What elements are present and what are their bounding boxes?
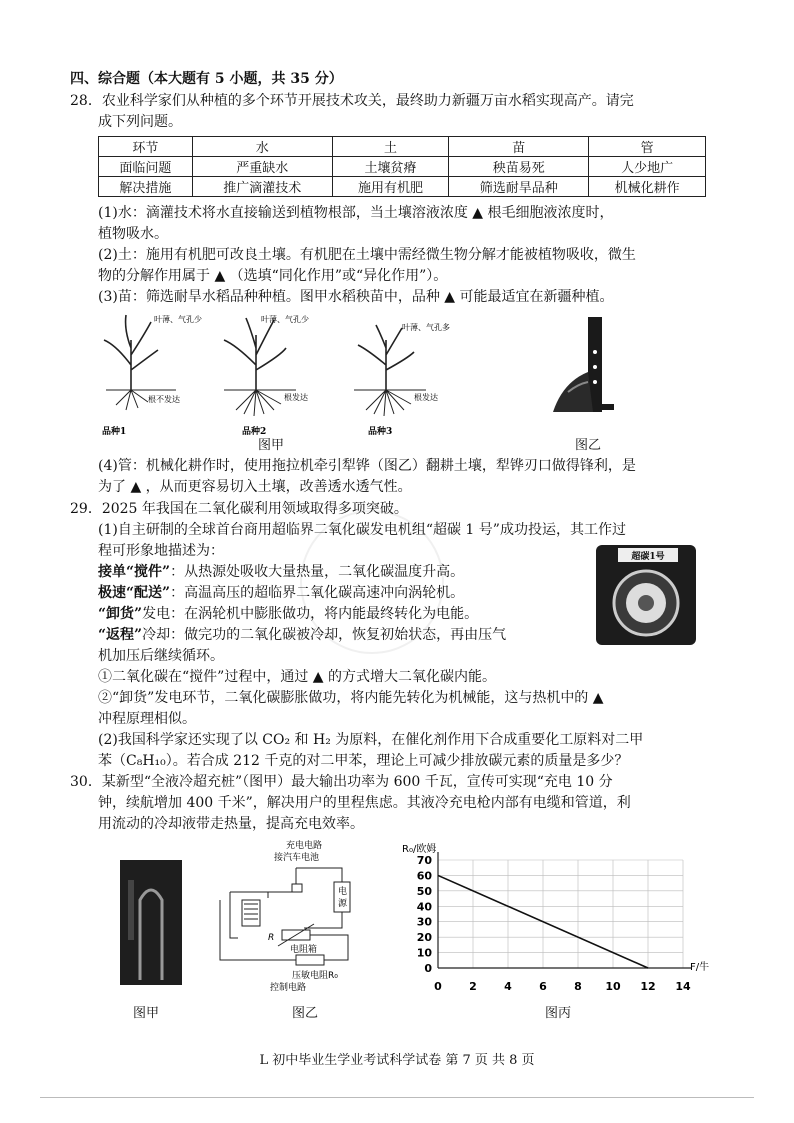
table-cell: 面临问题 xyxy=(99,157,193,177)
fig-jia-caption: 图甲 xyxy=(133,1006,160,1021)
q28-stem-line1: 28．农业科学家们从种植的多个环节开展技术攻关，最终助力新疆万亩水稻实现高产。请完 xyxy=(70,93,634,109)
machine-label: 超碳1号 xyxy=(631,552,665,562)
fig-bing-caption: 图丙 xyxy=(545,1006,572,1021)
y-tick-label: 20 xyxy=(416,931,432,945)
table-cell: 筛选耐旱品种 xyxy=(449,177,589,197)
table-cell: 土 xyxy=(332,137,449,157)
charger-photo xyxy=(120,860,182,985)
step1-title: 接单“搅件” xyxy=(98,564,171,580)
r0-force-chart xyxy=(398,840,718,1000)
plant-3-leaf-label: 叶薄、气孔多 xyxy=(402,323,450,332)
q30-line2: 钟，续航增加 400 千米”，解决用户的里程焦虑。其液冷充电枪内部有电缆和管道，利 xyxy=(98,795,631,811)
section-heading: 四、综合题（本大题有 5 小题，共 35 分） xyxy=(70,71,343,87)
x-tick-label: 6 xyxy=(539,980,547,993)
chart-grid xyxy=(438,860,683,968)
q28-p2-line1: (2)土：施用有机肥可改良土壤。有机肥在土壤中需经微生物分解才能被植物吸收，微生 xyxy=(98,247,636,263)
page-footer: L 初中毕业生学业考试科学试卷 第 7 页 共 8 页 xyxy=(259,1053,535,1068)
table-cell: 推广滴灌技术 xyxy=(192,177,332,197)
table-cell: 管 xyxy=(589,137,706,157)
q29-p2-line1: (2)我国科学家还实现了以 CO₂ 和 H₂ 为原料，在催化剂作用下合成重要化工原料对二甲 xyxy=(98,732,644,748)
q29-p2-line2: 苯（C₈H₁₀）。若合成 212 千克的对二甲苯，理论上可减少排放碳元素的质量是多少？ xyxy=(98,753,629,769)
y-tick-label: 0 xyxy=(424,962,432,975)
plough-figure xyxy=(548,312,618,422)
plant-2-name: 品种2 xyxy=(242,427,267,437)
source-label-1: 电 xyxy=(338,887,348,897)
plant-1-leaf-label: 叶薄、气孔少 xyxy=(154,315,202,324)
table-cell: 人少地广 xyxy=(589,157,706,177)
fig-yi-caption: 图乙 xyxy=(292,1006,319,1021)
q29-p1-line2: 程可形象地描述为： xyxy=(98,543,224,559)
y-tick-label: 10 xyxy=(416,946,432,960)
q29-c2-line2: 冲程原理相似。 xyxy=(98,711,196,727)
q29-p1-line1: (1)自主研制的全球首台商用超临界二氧化碳发电机组“超碳 1 号”成功投运，其工作过 xyxy=(98,522,626,538)
q28-p1-line2: 植物吸水。 xyxy=(98,226,168,242)
q29-c1: ①二氧化碳在“搅件”过程中，通过 ▲ 的方式增大二氧化碳内能。 xyxy=(98,669,496,685)
x-tick-label: 2 xyxy=(469,980,477,993)
q29-step4-line2: 机加压后继续循环。 xyxy=(98,648,224,664)
y-tick-label: 50 xyxy=(416,884,432,898)
machine-photo xyxy=(596,545,696,645)
y-tick-label: 60 xyxy=(416,869,432,883)
q29-c2: ②“卸货”发电环节，二氧化碳膨胀做功，将内能先转化为机械能，这与热机中的 ▲ xyxy=(98,690,604,706)
y-tick-label: 70 xyxy=(416,854,432,867)
table-cell: 秧苗易死 xyxy=(449,157,589,177)
x-tick-label: 8 xyxy=(574,980,582,993)
y-tick-label: 30 xyxy=(416,915,432,929)
pressure-resistor xyxy=(296,955,324,965)
q29-stem: 29．2025 年我国在二氧化碳利用领域取得多项突破。 xyxy=(70,501,408,517)
x-tick-label: 12 xyxy=(640,980,656,993)
table-cell: 施用有机肥 xyxy=(332,177,449,197)
q28-p4-line2: 为了 ▲ ，从而更容易切入土壤，改善透水透气性。 xyxy=(98,479,412,495)
x-tick-label: 4 xyxy=(504,980,512,993)
table-row xyxy=(99,137,706,157)
step2-title: 极速“配送” xyxy=(98,585,171,601)
circuit-label-top1: 充电电路 xyxy=(286,841,323,851)
q28-p4-line1: (4)管：机械化耕作时，使用拖拉机牵引犁铧（图乙）翻耕土壤，犁铧刃口做得锋利，是 xyxy=(98,458,636,474)
table-cell: 苗 xyxy=(449,137,589,157)
table-cell: 严重缺水 xyxy=(192,157,332,177)
q28-stem-line2: 成下列问题。 xyxy=(98,114,182,130)
table-cell: 解决措施 xyxy=(99,177,193,197)
plant-2-leaf-label: 叶薄、气孔少 xyxy=(261,315,309,324)
q28-p2-line2: 物的分解作用属于 ▲ （选填“同化作用”或“异化作用”）。 xyxy=(98,268,448,284)
plant-3-root-label: 根发达 xyxy=(414,393,438,402)
table-cell: 机械化耕作 xyxy=(589,177,706,197)
circuit-label-top2: 接汽车电池 xyxy=(274,853,320,863)
step4-title: “返程” xyxy=(98,627,143,643)
x-tick-label: 0 xyxy=(434,980,442,993)
fig-b-caption: 图乙 xyxy=(575,438,602,453)
x-tick-label: 14 xyxy=(675,980,691,993)
table-cell: 水 xyxy=(192,137,332,157)
plant-1-root-label: 根不发达 xyxy=(148,395,180,404)
q28-p1-line1: (1)水：滴灌技术将水直接输送到植物根部，当土壤溶液浓度 ▲ 根毛细胞液浓度时， xyxy=(98,205,614,221)
footer-rule xyxy=(40,1097,754,1098)
x-tick-label: 10 xyxy=(605,980,621,993)
plants-figure xyxy=(96,310,476,440)
chart-ticks xyxy=(417,854,691,993)
fig-a-caption: 图甲 xyxy=(258,438,285,453)
chart-axes xyxy=(438,852,691,968)
table-row xyxy=(99,157,706,177)
table-cell: 环节 xyxy=(99,137,193,157)
y-axis-label: R₀/欧姆 xyxy=(402,844,437,855)
plant-1-name: 品种1 xyxy=(102,427,127,437)
step1-text: ：从热源处吸收大量热量，二氧化碳温度升高。 xyxy=(170,564,465,580)
q28-table xyxy=(98,136,706,197)
y-tick-label: 40 xyxy=(416,900,432,914)
q30-line1: 30．某新型“全液冷超充桩”（图甲）最大输出功率为 600 千瓦，宣传可实现“充电 10 分 xyxy=(70,774,613,790)
step2-text: ：高温高压的超临界二氧化碳高速冲向涡轮机。 xyxy=(170,585,465,601)
r0-label: 压敏电阻R₀ xyxy=(292,971,338,981)
r-label: R xyxy=(268,933,275,943)
table-row xyxy=(99,177,706,197)
x-axis-label: F/牛 xyxy=(690,962,710,973)
step4-text: 冷却：做完功的二氧化碳被冷却，恢复初始状态，再由压气 xyxy=(142,627,507,643)
ctrl-label: 控制电路 xyxy=(270,983,307,993)
source-label-2: 源 xyxy=(338,899,348,909)
plant-2-root-label: 根发达 xyxy=(284,393,308,402)
plant-3-name: 品种3 xyxy=(368,427,393,437)
step3-title: “卸货” xyxy=(98,606,143,622)
plant-3 xyxy=(354,325,426,416)
q30-line3: 用流动的冷却液带走热量，提高充电效率。 xyxy=(98,816,364,832)
circuit-diagram xyxy=(208,840,368,995)
rbox-label: 电阻箱 xyxy=(290,945,318,955)
table-cell: 土壤贫瘠 xyxy=(332,157,449,177)
q28-p3-line1: (3)苗：筛选耐旱水稻品种种植。图甲水稻秧苗中，品种 ▲ 可能最适宜在新疆种植。 xyxy=(98,289,614,305)
step3-text: 发电：在涡轮机中膨胀做功，将内能最终转化为电能。 xyxy=(142,606,479,622)
